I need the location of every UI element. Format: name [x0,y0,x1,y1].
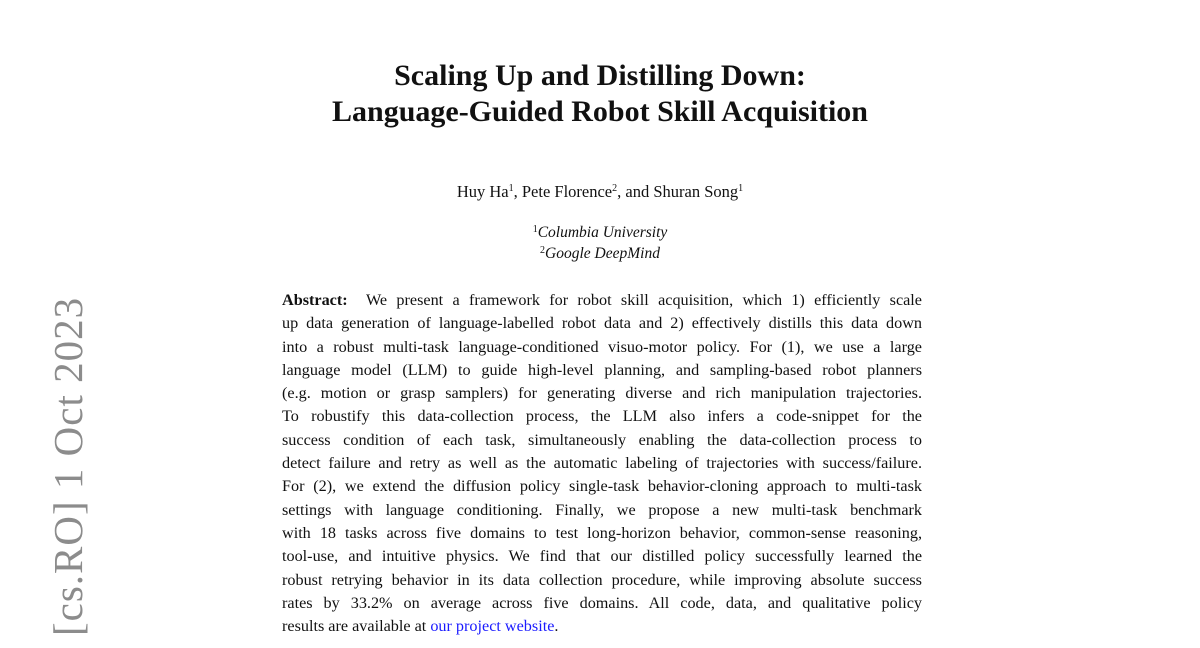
affil-name: Google DeepMind [545,245,660,262]
abstract-line: robust retrying behavior in its data collection procedure, while improving absolute success [282,570,922,589]
author-affil-mark: 1 [738,183,744,194]
author-name: Shuran Song [653,182,739,201]
arxiv-stamp: [cs.RO] 1 Oct 2023 [45,296,91,636]
affiliations [0,222,1200,264]
affil-name: Columbia University [537,224,668,241]
abstract-line: language model (LLM) to guide high-level planning, and sampling-based robot planners [282,360,922,379]
abstract-text: . [554,617,559,636]
abstract-line: settings with language conditioning. Finally, we propose a new multi-task benchmark [282,500,922,519]
title-line-2: Language-Guided Robot Skill Acquisition [332,95,868,128]
project-website-link[interactable]: our project website [430,617,555,636]
affiliation-2 [0,243,1200,264]
title-line-1: Scaling Up and Distilling Down: [394,59,806,92]
author-separator: , [513,182,522,201]
author-affil-mark: 2 [612,183,618,194]
author-name: Huy Ha [456,182,509,201]
abstract-line [282,615,922,638]
author-affil-mark: 1 [508,183,514,194]
author-list [0,180,1200,204]
abstract-line: detect failure and retry as well as the automatic labeling of trajectories with success/failure. [282,454,922,473]
abstract-line [282,289,922,312]
affil-number: 1 [532,224,538,235]
abstract-label: Abstract: [282,291,348,309]
abstract-line: (e.g. motion or grasp samplers) for generating diverse and rich manipulation trajectories. [282,384,922,403]
author-name: Pete Florence [521,182,613,201]
abstract-line: with 18 tasks across five domains to test long-horizon behavior, common-sense reasoning, [282,523,922,542]
abstract-line: up data generation of language-labelled robot data and 2) effectively distills this data down [282,314,922,333]
abstract-text: We present a framework for robot skill acquisition, which 1) efficiently scale [365,291,922,309]
abstract-line: To robustify this data-collection process, the LLM also infers a code-snippet for the [282,407,922,426]
abstract-text: results are available at [282,617,431,636]
affil-number: 2 [540,245,546,256]
abstract-line: success condition of each task, simultaneously enabling the data-collection process to [282,430,922,449]
affiliation-1 [0,222,1200,243]
abstract-line: tool-use, and intuitive physics. We find that our distilled policy successfully learned the [282,547,922,566]
author-separator: , and [617,182,654,201]
abstract-line: For (2), we extend the diffusion policy single-task behavior-cloning approach to multi-task [282,477,922,496]
paper-title [0,58,1200,130]
abstract [282,289,922,638]
abstract-line: rates by 33.2% on average across five domains. All code, data, and qualitative policy [282,593,922,612]
abstract-line: into a robust multi-task language-conditioned visuo-motor policy. For (1), we use a large [282,337,922,356]
